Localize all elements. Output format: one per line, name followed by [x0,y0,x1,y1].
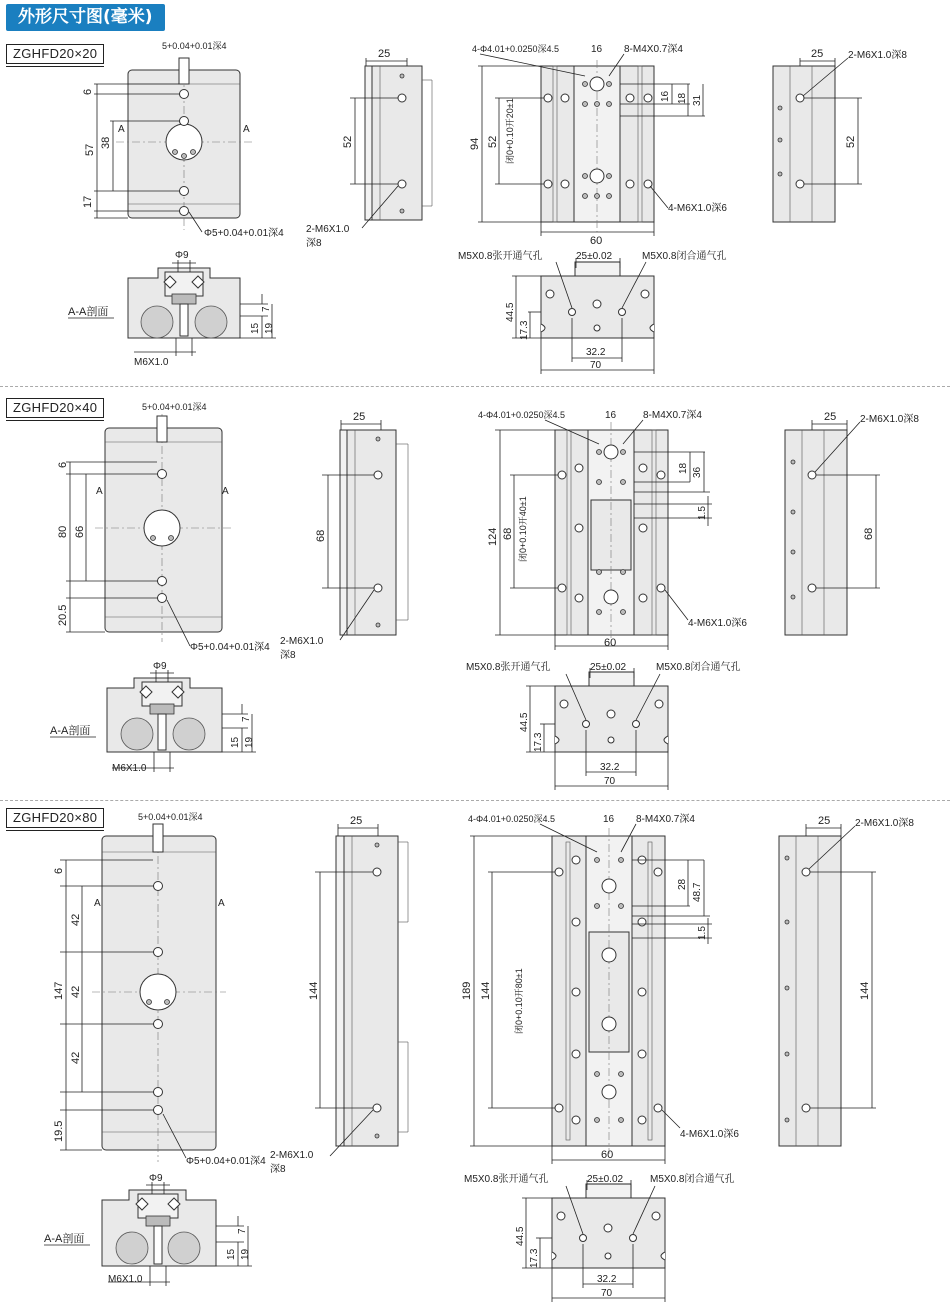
front-h68: 68 [502,527,514,540]
end-w70: 70 [601,1288,613,1299]
end-h44: 44.5 [519,712,530,732]
dim-top-3: 66 [74,525,86,538]
aa-phi: Φ9 [175,250,189,261]
aa-phi: Φ9 [149,1173,163,1184]
front-w16: 16 [591,44,603,55]
dim-top-3: 42 [70,913,82,926]
end-close: M5X0.8闭合通气孔 [650,1174,735,1185]
side-width: 25 [353,411,366,423]
right-view [773,48,907,222]
front-r18: 18 [678,462,689,474]
right-width: 25 [824,411,837,423]
front-view [461,813,739,1164]
dim-top-2: 147 [53,981,65,1000]
dim-top-4: 20.5 [57,604,69,626]
model-label: ZGHFD20×40 [6,398,104,418]
section-mark-a-right: A [243,124,250,135]
front-r18: 18 [677,92,688,104]
end-h17: 17.3 [519,320,530,340]
end-open: M5X0.8张开通气孔 [458,251,543,262]
end-w32: 32.2 [600,762,620,773]
aa-d19: 19 [240,1248,251,1260]
side-depth: 深8 [280,650,296,661]
end-view [466,660,740,790]
aa-thread: M6X1.0 [112,763,147,774]
front-threads: 8-M4X0.7深4 [636,814,695,825]
section-mark-a-left: A [94,898,101,909]
model-label: ZGHFD20×20 [6,44,104,64]
front-stroke: 闭0+0.10开80±1 [514,968,524,1034]
aa-d19: 19 [264,322,275,334]
aa-section [44,1173,252,1286]
end-close: M5X0.8闭合通气孔 [656,662,741,673]
side-height: 52 [342,135,354,148]
front-w60: 60 [604,637,617,649]
drawing-zghfd20x20 [0,36,950,381]
aa-label: A-A剖面 [68,306,109,318]
front-r28: 28 [677,878,688,890]
section-mark-a-left: A [118,124,125,135]
front-threads: 8-M4X0.7深4 [624,44,683,55]
right-view [779,815,914,1146]
front-threads: 8-M4X0.7深4 [643,410,702,421]
bottom-slot-label: Φ5+0.04+0.01深4 [186,1156,266,1167]
top-slot-label: 5+0.04+0.01深4 [162,41,227,51]
bottom-slot-label: Φ5+0.04+0.01深4 [190,642,270,653]
side-depth: 深8 [306,238,322,249]
dim-top-2: 57 [84,143,96,156]
section-divider [0,386,950,387]
aa-d15: 15 [250,322,261,334]
section-mark-a-right: A [218,898,225,909]
drawing-zghfd20x80 [0,802,950,1304]
aa-d7: 7 [241,716,252,722]
end-w32: 32.2 [597,1274,617,1285]
section-mark-a-left: A [96,486,103,497]
aa-thread: M6X1.0 [108,1274,143,1285]
dim-top-5: 42 [70,1051,82,1064]
right-width: 25 [811,48,824,60]
front-r31: 31 [692,94,703,106]
aa-d19: 19 [244,736,255,748]
aa-label: A-A剖面 [44,1233,85,1245]
end-open: M5X0.8张开通气孔 [464,1174,549,1185]
side-height: 144 [308,981,320,1000]
right-thread: 2-M6X1.0深8 [860,414,919,425]
top-view [82,41,284,239]
dim-top-4: 42 [70,985,82,998]
aa-phi: Φ9 [153,661,167,672]
side-width: 25 [350,815,363,827]
side-thread: 2-M6X1.0 [280,636,324,647]
dim-top-1: 6 [82,88,94,95]
side-view [280,411,408,661]
front-h94: 94 [469,137,481,150]
aa-d7: 7 [237,1228,248,1234]
aa-d15: 15 [230,736,241,748]
front-h144: 144 [480,981,492,1000]
front-bottom-thread: 4-M6X1.0深6 [668,203,727,214]
front-h189: 189 [461,981,473,1000]
side-depth: 深8 [270,1164,286,1175]
dim-top-4: 17 [82,195,94,208]
front-bottom-thread: 4-M6X1.0深6 [688,618,747,629]
aa-thread: M6X1.0 [134,357,169,368]
bottom-slot-label: Φ5+0.04+0.01深4 [204,228,284,239]
side-view [270,815,408,1175]
front-r48: 48.7 [692,882,703,902]
aa-section [68,250,276,368]
top-slot-label: 5+0.04+0.01深4 [142,402,207,412]
end-w70: 70 [604,776,616,787]
end-close: M5X0.8闭合通气孔 [642,251,727,262]
aa-d7: 7 [261,306,272,312]
section-divider [0,800,950,801]
dim-top-1: 6 [53,867,65,874]
front-w60: 60 [590,235,603,247]
front-r36: 36 [692,466,703,478]
aa-label: A-A剖面 [50,725,91,737]
aa-d15: 15 [226,1248,237,1260]
right-view [785,411,919,635]
side-thread: 2-M6X1.0 [306,224,350,235]
front-stroke: 闭0+0.10开20±1 [505,98,515,164]
dim-top-6: 19.5 [53,1120,65,1142]
right-height: 52 [845,135,857,148]
right-height: 68 [863,527,875,540]
front-r15: 1.5 [697,506,708,520]
side-height: 68 [315,529,327,542]
end-h44: 44.5 [515,1226,526,1246]
right-width: 25 [818,815,831,827]
front-bottom-thread: 4-M6X1.0深6 [680,1129,739,1140]
end-h17: 17.3 [533,732,544,752]
end-h44: 44.5 [505,302,516,322]
end-view [464,1172,734,1302]
front-pin-holes: 4-Φ4.01+0.0250深4.5 [468,814,555,824]
dim-top-2: 80 [57,525,69,538]
dim-top-1: 6 [57,461,69,468]
right-thread: 2-M6X1.0深8 [855,818,914,829]
front-w16: 16 [603,814,615,825]
front-view [469,43,727,247]
side-width: 25 [378,48,391,60]
front-w16: 16 [605,410,617,421]
top-view [53,812,266,1167]
page-title: 外形尺寸图(毫米) [6,4,165,31]
end-tol: 25±0.02 [576,251,613,262]
front-pin-holes: 4-Φ4.01+0.0250深4.5 [472,44,559,54]
end-open: M5X0.8张开通气孔 [466,662,551,673]
front-stroke: 闭0+0.10开40±1 [518,496,528,562]
end-h17: 17.3 [529,1248,540,1268]
top-view [57,402,270,653]
end-w70: 70 [590,360,602,371]
front-h124: 124 [487,527,499,546]
right-thread: 2-M6X1.0深8 [848,50,907,61]
right-height: 144 [859,981,871,1000]
front-pin-holes: 4-Φ4.01+0.0250深4.5 [478,410,565,420]
front-r16: 16 [660,90,671,102]
top-slot-label: 5+0.04+0.01深4 [138,812,203,822]
side-thread: 2-M6X1.0 [270,1150,314,1161]
front-w60: 60 [601,1149,614,1161]
side-view [306,48,432,249]
drawing-zghfd20x40 [0,392,950,796]
dim-top-3: 38 [100,136,112,149]
end-tol: 25±0.02 [587,1174,624,1185]
section-mark-a-right: A [222,486,229,497]
front-r15: 1.5 [697,926,708,940]
end-w32: 32.2 [586,347,606,358]
front-view [478,409,747,650]
model-label: ZGHFD20×80 [6,808,104,828]
end-view [458,249,726,374]
aa-section [50,661,256,774]
end-tol: 25±0.02 [590,662,627,673]
front-h52: 52 [487,135,499,148]
